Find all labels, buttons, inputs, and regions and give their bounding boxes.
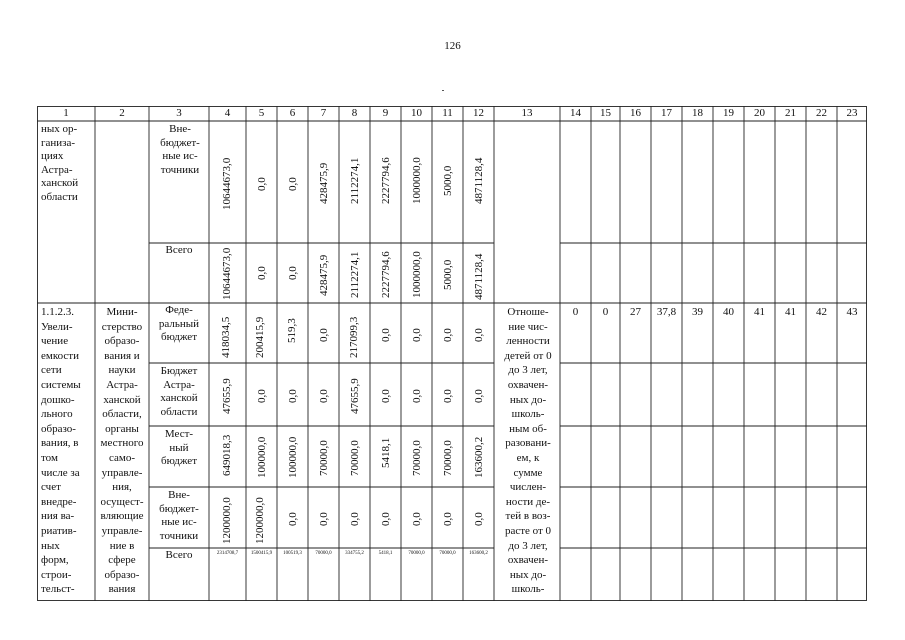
col-header-16: 16 [630, 107, 641, 119]
local-col4: 649018,3 [221, 434, 233, 476]
local-col6: 100000,0 [287, 436, 299, 478]
regional-col7: 0,0 [318, 389, 330, 403]
b1-extra-col5: 0,0 [256, 177, 268, 191]
federal-col6: 519,3 [286, 318, 298, 343]
target-col16: 27 [630, 306, 641, 318]
regional-col11: 0,0 [442, 389, 454, 403]
b1-total-col12: 4871128,4 [473, 253, 485, 300]
regional-col10: 0,0 [411, 389, 423, 403]
total-col9: 5418,1 [378, 551, 393, 556]
extra-col4: 1200000,0 [221, 497, 233, 544]
col-header-10: 10 [411, 107, 422, 119]
b1-extra-col8: 2112274,1 [349, 157, 361, 204]
total-col6: 100519,3 [283, 551, 302, 556]
federal-col9: 0,0 [380, 328, 392, 342]
federal-col10: 0,0 [411, 328, 423, 342]
local-col8: 70000,0 [349, 440, 361, 476]
col-header-2: 2 [119, 107, 125, 119]
col-header-20: 20 [754, 107, 765, 119]
federal-col7: 0,0 [318, 328, 330, 342]
b1-total-col10: 1000000,0 [411, 251, 423, 298]
extra-col6: 0,0 [287, 512, 299, 526]
b1-total-col9: 2227794,6 [380, 251, 392, 298]
federal-col4: 418034,5 [220, 316, 232, 358]
local-col9: 5418,1 [380, 437, 392, 468]
col-header-17: 17 [661, 107, 672, 119]
total-col11: 70000,0 [439, 551, 456, 556]
extra-col11: 0,0 [442, 512, 454, 526]
regional-col6: 0,0 [287, 389, 299, 403]
col-header-18: 18 [692, 107, 703, 119]
block1-org-text: ных ор- ганиза- циях Астра- ханской области [41, 123, 79, 203]
row-extra-label: Вне- бюджет- ные ис- точники [159, 489, 199, 542]
col-header-12: 12 [473, 107, 484, 119]
col-header-13: 13 [521, 107, 533, 119]
row-federal-label: Феде- ральный бюджет [158, 304, 200, 343]
b1-extra-col10: 1000000,0 [411, 157, 423, 204]
extra-col8: 0,0 [349, 512, 361, 526]
b1-extra-col11: 5000,0 [442, 165, 454, 196]
col-header-3: 3 [176, 107, 182, 119]
extra-col12: 0,0 [473, 512, 485, 526]
block2-executor-text: Мини- стерство образо- вания и науки Астра- ханской области, органы местного само- управле- ния, осущест- вляющие управле- ние в сфере образо- вания [100, 306, 144, 596]
extra-col9: 0,0 [380, 512, 392, 526]
col-header-1: 1 [63, 107, 69, 119]
b1-total-col5: 0,0 [256, 266, 268, 280]
regional-col9: 0,0 [380, 389, 392, 403]
page-number: 126 [444, 40, 461, 52]
row-regional-label: Бюджет Астра- ханской области [160, 365, 198, 418]
col-header-8: 8 [351, 107, 358, 119]
regional-col5: 0,0 [256, 389, 268, 403]
b1-total-col4: 10644673,0 [221, 247, 233, 300]
b1-extra-col9: 2227794,6 [380, 157, 392, 204]
target-col18: 39 [692, 306, 703, 318]
b1-total-col6: 0,0 [287, 266, 299, 280]
federal-col5: 200415,9 [254, 316, 266, 358]
local-col7: 70000,0 [318, 440, 330, 476]
total-col12: 163600,2 [469, 551, 488, 556]
col-header-6: 6 [289, 107, 296, 119]
total-col7: 70000,0 [315, 551, 332, 556]
b1-extra-col4: 10644673,0 [221, 157, 233, 210]
col-header-7: 7 [320, 107, 327, 119]
block2-activity-text: 1.1.2.3. Увели- чение емкости сети системы дошко- льного образо- вания, в том числе за счет внедре- ния ва- риатив- ных форм, строи- тельст- [41, 306, 81, 596]
regional-col4: 47655,9 [221, 378, 233, 414]
total-col10: 70000,0 [408, 551, 425, 556]
col-header-4: 4 [224, 107, 231, 119]
col-header-19: 19 [723, 107, 734, 119]
extra-col10: 0,0 [411, 512, 423, 526]
regional-col8: 47655,9 [349, 378, 361, 414]
col-header-21: 21 [785, 107, 796, 119]
col-header-5: 5 [258, 107, 265, 119]
local-col11: 70000,0 [442, 440, 454, 476]
regional-col12: 0,0 [473, 389, 485, 403]
federal-col11: 0,0 [442, 328, 454, 342]
target-col17: 37,8 [656, 306, 677, 318]
row-local-label: Мест- ный бюджет [161, 428, 197, 467]
block2-indicator-text: Отноше- ние чис- ленности детей от 0 до 3 лет, охвачен- ных до- школь- ным об- разовани- ем, к сумме числен- ности де- тей в воз- расте от 0 до 3 лет, охвачен- ных до- школь- [504, 306, 552, 596]
target-col22: 42 [816, 306, 827, 318]
col-header-14: 14 [570, 107, 581, 119]
target-col23: 43 [846, 306, 858, 318]
scan-speck [442, 90, 444, 91]
target-col15: 0 [602, 306, 609, 318]
local-col5: 100000,0 [256, 436, 268, 478]
b1-total-col8: 2112274,1 [349, 251, 361, 298]
row-total-label: Всего [165, 549, 193, 561]
b1-total-col7: 428475,9 [318, 254, 330, 296]
federal-col12: 0,0 [473, 328, 485, 342]
total-col8: 334755,2 [345, 551, 364, 556]
col-header-11: 11 [442, 107, 453, 119]
target-col21: 41 [785, 306, 796, 318]
col-header-23: 23 [846, 107, 858, 119]
b1-extra-col7: 428475,9 [318, 162, 330, 204]
col-header-9: 9 [382, 107, 389, 119]
extra-col5: 1200000,0 [254, 497, 266, 544]
col-header-15: 15 [600, 107, 611, 119]
target-col20: 41 [754, 306, 765, 318]
federal-col8: 217099,3 [348, 316, 360, 358]
col-header-22: 22 [816, 107, 827, 119]
total-col4: 2314708,7 [216, 551, 239, 556]
local-col10: 70000,0 [411, 440, 423, 476]
b1-total-col11: 5000,0 [442, 259, 454, 290]
extra-col7: 0,0 [318, 512, 330, 526]
block1-extra-label: Вне- бюджет- ные ис- точники [160, 123, 200, 176]
total-col5: 1500415,9 [250, 551, 273, 556]
target-col19: 40 [723, 306, 734, 318]
local-col12: 163600,2 [473, 436, 485, 478]
b1-extra-col6: 0,0 [287, 177, 299, 191]
target-col14: 0 [572, 306, 579, 318]
block1-total-label: Всего [165, 244, 193, 256]
b1-extra-col12: 4871128,4 [473, 157, 485, 204]
